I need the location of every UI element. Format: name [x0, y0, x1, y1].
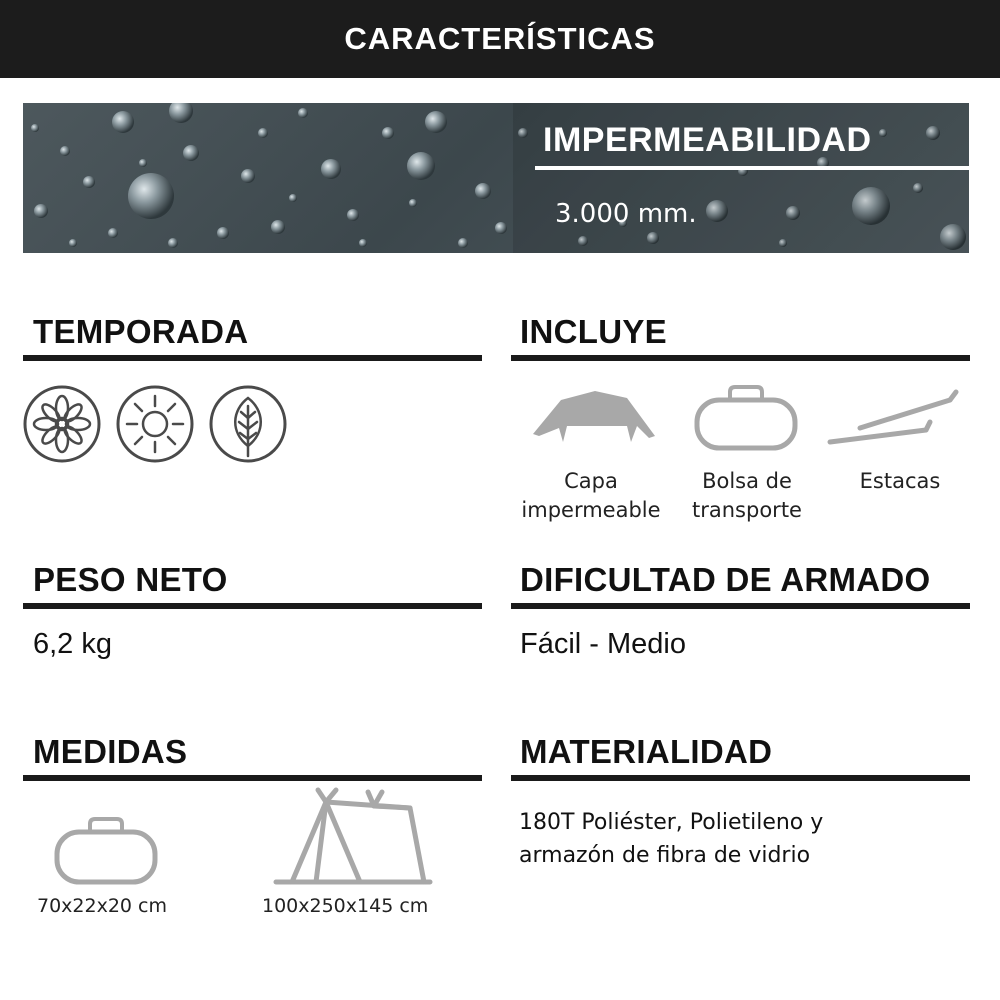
materialidad-text — [519, 806, 823, 872]
waterproof-banner — [23, 103, 969, 253]
leaf-icon — [208, 384, 288, 464]
bag-label-line2: transporte — [692, 498, 802, 522]
stakes-label-line1: Estacas — [859, 469, 941, 493]
temporada-divider — [23, 355, 482, 361]
packed-bag-icon — [54, 816, 158, 886]
include-item-bag-label — [676, 467, 818, 525]
medidas-title: MEDIDAS — [33, 733, 188, 770]
dificultad-title: DIFICULTAD DE ARMADO — [520, 561, 931, 598]
materialidad-line1: 180T Poliéster, Polietileno y — [519, 810, 824, 835]
header-title: CARACTERÍSTICAS — [344, 21, 656, 56]
waterproof-underline — [535, 166, 969, 170]
tarp-label-line1: Capa — [564, 469, 618, 493]
tarp-label-line2: impermeable — [521, 498, 661, 522]
header-bar — [0, 0, 1000, 78]
materialidad-line2: armazón de fibra de vidrio — [519, 843, 811, 868]
medidas-divider — [23, 775, 482, 781]
temporada-title: TEMPORADA — [33, 313, 249, 350]
dificultad-divider — [511, 603, 970, 609]
incluye-title: INCLUYE — [520, 313, 667, 350]
materialidad-divider — [511, 775, 970, 781]
materialidad-title: MATERIALIDAD — [520, 733, 773, 770]
waterproof-value: 3.000 mm. — [555, 199, 697, 229]
dificultad-value: Fácil - Medio — [520, 628, 686, 660]
bag-icon — [694, 384, 798, 454]
tent-icon — [270, 786, 436, 888]
stakes-icon — [826, 388, 962, 450]
tarp-icon — [527, 386, 659, 454]
flower-icon — [22, 384, 102, 464]
sun-icon — [115, 384, 195, 464]
include-item-tarp-label — [510, 467, 672, 525]
peso-value: 6,2 kg — [33, 628, 112, 660]
include-item-stakes-label — [836, 467, 964, 496]
bag-label-line1: Bolsa de — [702, 469, 792, 493]
peso-title: PESO NETO — [33, 561, 228, 598]
assembled-dimensions: 100x250x145 cm — [262, 895, 429, 917]
incluye-divider — [511, 355, 970, 361]
packed-dimensions: 70x22x20 cm — [37, 895, 168, 917]
peso-divider — [23, 603, 482, 609]
waterproof-title: IMPERMEABILIDAD — [543, 121, 872, 159]
